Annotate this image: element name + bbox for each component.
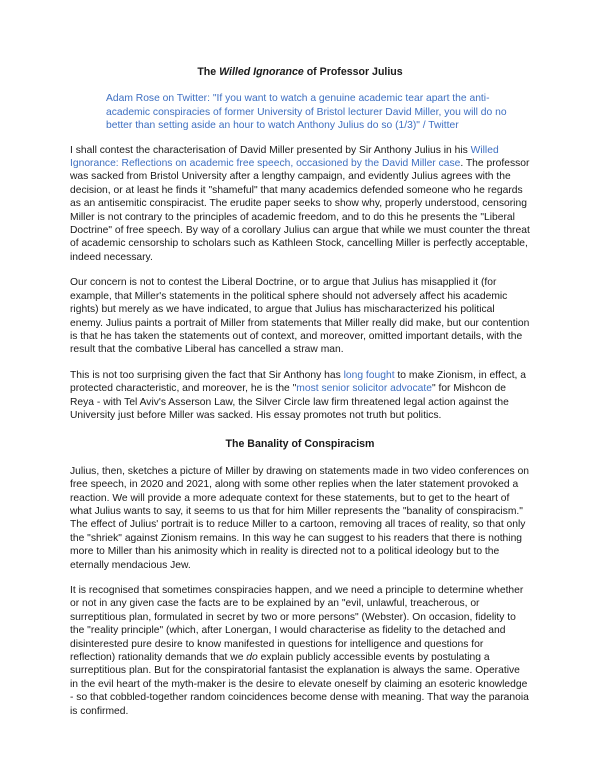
section-heading: The Banality of Conspiracism: [225, 438, 375, 451]
title-text-start: The: [197, 66, 220, 78]
paragraph-4: Julius, then, sketches a picture of Miller by drawing on statements made in two video conferences on free speech, in 2020 and 2021, along with some other replies when the later statement provoked a reaction. We will provide a more adequate context for these statements, but to get to the heart of what Julius wants to say, it seems to us that for him Miller represents the "banality of conspiracism." The effect of Julius' portrait is to reduce Miller to a cartoon, removing all traces of reality, so that only the "shriek" against Zionism remains. In this way he can suggest to his readers that there is nothing more to Miller than his animosity which in reality is directed not to a political ideology but to the eternally mendacious Jew.: [70, 465, 530, 571]
paragraph-5-text-b: explain publicly accessible events by postulating a surreptitious plan. But for the conspiratorial fantasist the explanation is always the same. Operative in the evil heart of the myth-maker is the desire to elevate oneself by claiming an esoteric knowledge - so that cobbled-together random coincidences become dense with meaning. That way the paranoia is confirmed.: [70, 652, 529, 717]
paragraph-5-italic: do: [246, 652, 258, 664]
document-title: [70, 66, 530, 79]
paragraph-5-text-a: It is recognised that sometimes conspiracies happen, and we need a principle to determine whether or not in any given case the facts are to be explained by an "evil, unlawful, treacherous, or surreptitious plan, formulated in secret by two or more persons" (Webster). On occasion, fidelity to the "reality principle" (which, after Lonergan, I would characterise as fidelity to the detached and disinterested pure desire to know manifested in questions for intelligence and questions for reflection) rationality demands that we: [70, 585, 524, 664]
quoted-tweet-link[interactable]: Adam Rose on Twitter: "If you want to watch a genuine academic tear apart the anti-academic conspiracies of former University of Bristol lecturer David Miller, you will do no better than setting aside an hour to watch Anthony Julius do so (1/3)" / Twitter: [106, 93, 507, 132]
paragraph-3-text-b: to make Zionism, in effect, a protected characteristic, and moreover, he is the ": [70, 369, 526, 395]
paragraph-2: Our concern is not to contest the Liberal Doctrine, or to argue that Julius has misapplied it (for example, that Miller's statements in the political sphere should not adversely affect his academic rights) but merely as we have indicated, to argue that Julius has mischaracterized his political enemy. Julius paints a portrait of Miller from statements that Miller really did make, but our contention is that he has taken the statements out of context, and moreover, omitted important details, with the result that the combative Liberal has cancelled a straw man.: [70, 277, 530, 356]
willed-ignorance-link[interactable]: Willed Ignorance: Reflections on academic free speech, occasioned by the David Miller case: [70, 144, 499, 170]
paragraph-5: [70, 584, 530, 718]
paragraph-3-text-a: This is not too surprising given the fact that Sir Anthony has: [70, 369, 344, 381]
paragraph-3: [70, 369, 530, 423]
paragraph-1-text-b: . The professor was sacked from Bristol University after a lengthy campaign, and evidently Julius agrees with the decision, or at least he finds it "shameful" that many academics defended someone who he regards as an antisemitic conspiracist. The erudite paper seeks to show why, properly understood, censoring Miller is not contrary to the principles of academic freedom, and to do this he presents the "Liberal Doctrine" of free speech. By way of a corollary Julius can argue that while we must counter the threat of academic censorship to scholars such as Kathleen Stock, cancelling Miller is perfectly acceptable, indeed necessary.: [70, 158, 530, 263]
title-text-end: of Professor Julius: [303, 66, 403, 78]
paragraph-1-text-a: I shall contest the characterisation of David Miller presented by Sir Anthony Julius in his: [70, 144, 471, 156]
title-italic-text: Willed Ignorance: [219, 66, 304, 78]
paragraph-3-text-c: " for Mishcon de Reya - with Tel Aviv's Asserson Law, the Silver Circle law firm threatened legal action against the University just before Miller was sacked. His essay promotes not truth but politics.: [70, 383, 509, 421]
long-fought-link[interactable]: long fought: [343, 369, 395, 381]
paragraph-1: [70, 144, 530, 265]
solicitor-advocate-link[interactable]: most senior solicitor advocate: [296, 383, 432, 395]
